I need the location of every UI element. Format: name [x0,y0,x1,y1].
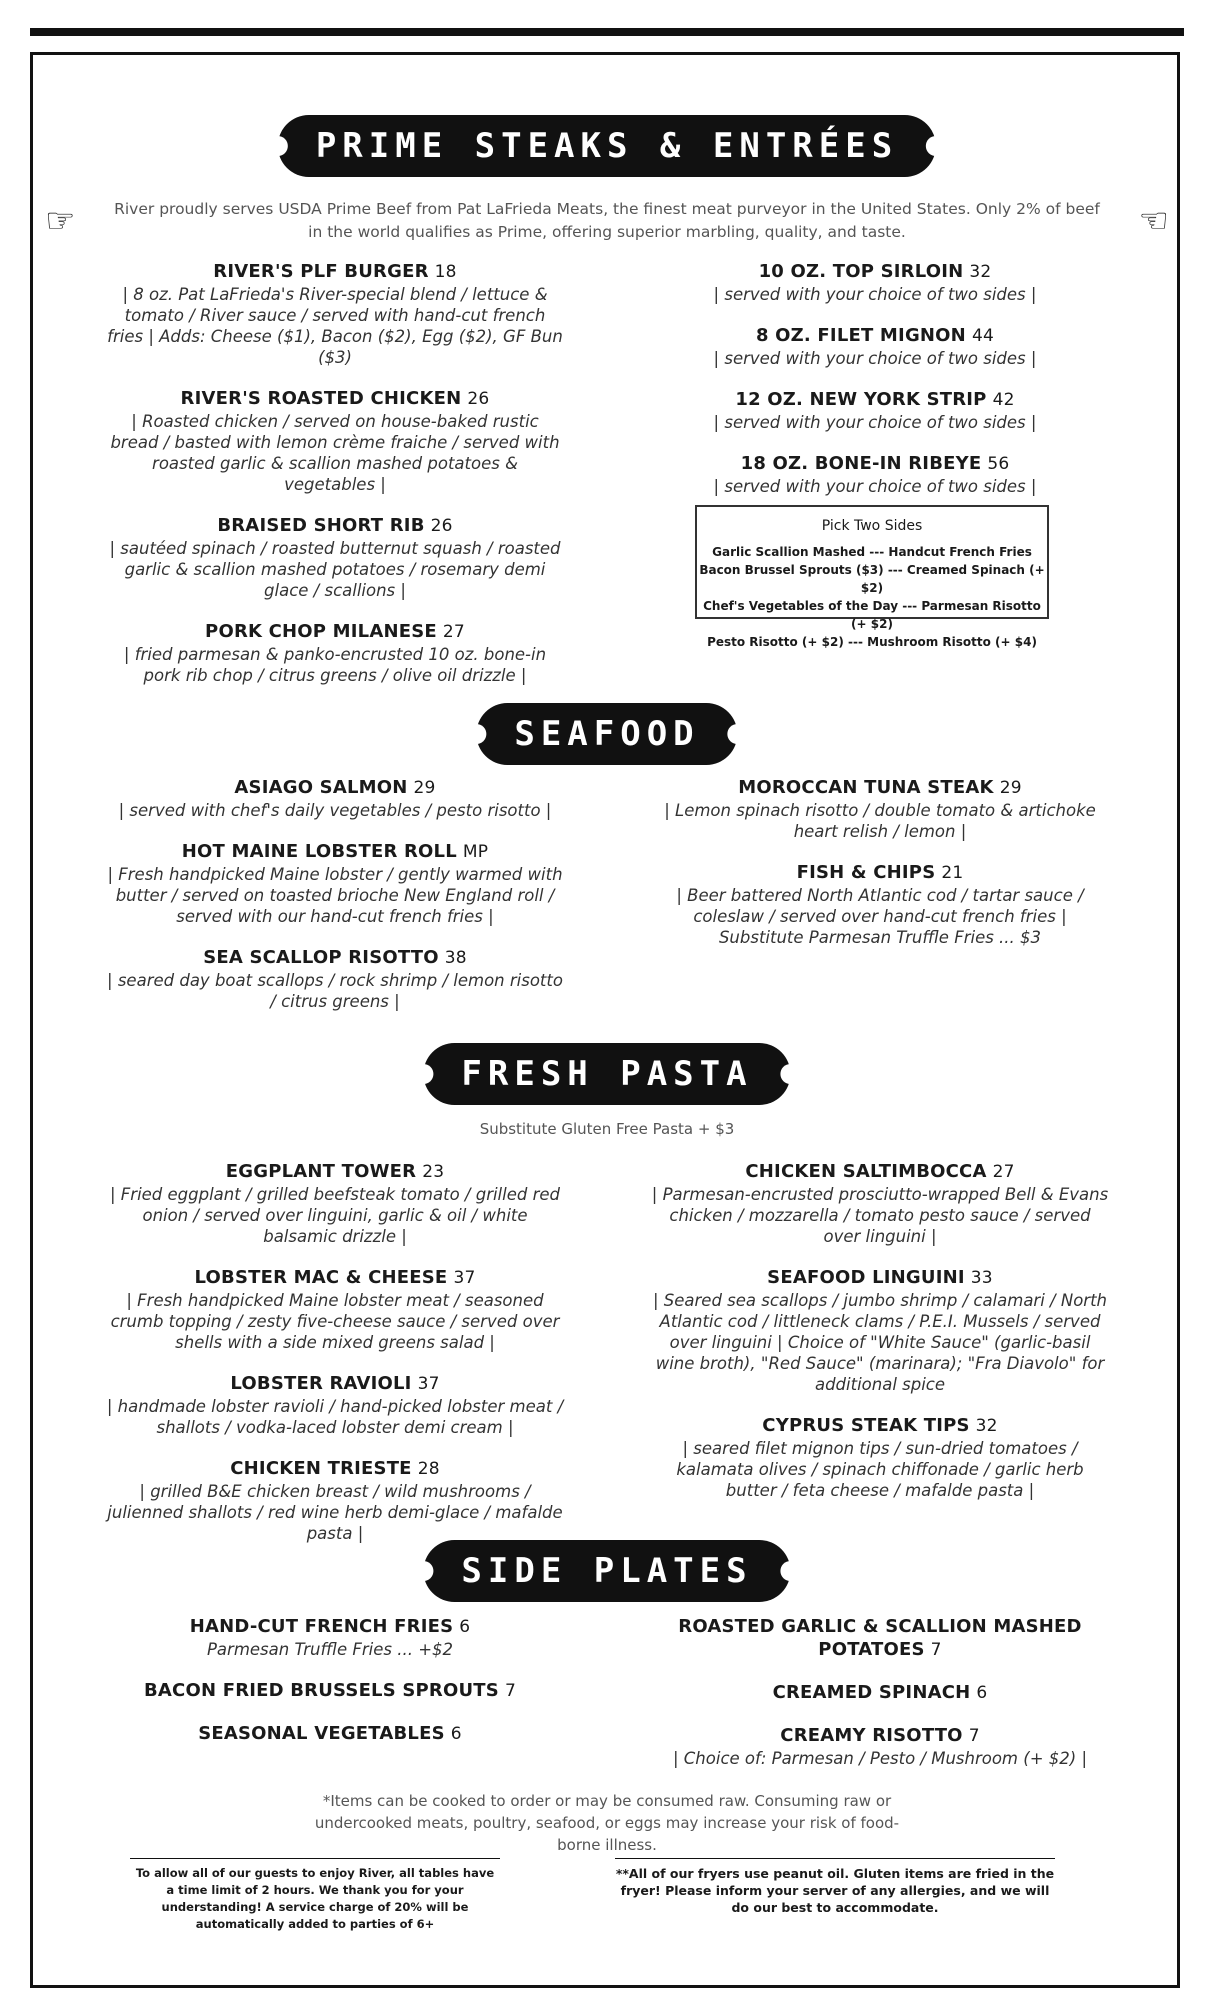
item-name: LOBSTER RAVIOLI [230,1373,412,1394]
item-price: 7 [930,1640,942,1660]
item-description: | served with chef's daily vegetables / pesto risotto | [118,801,552,820]
item-price: 29 [999,778,1022,798]
item-name: HAND-CUT FRENCH FRIES [189,1616,454,1637]
menu-item [120,1679,540,1703]
item-name-row [650,1724,1110,1748]
menu-item [650,388,1100,433]
item-description: | Seared sea scallops / jumbo shrimp / calamari / North Atlantic cod / littleneck clams / P.E.I. Mussels / served over linguini | Choice of "White Sauce" (garlic-basil wine broth), "Red Sauce" (marinara); "Fra Diavolo" for additional spice [652,1291,1108,1394]
item-name: CREAMED SPINACH [772,1682,971,1703]
item-description: | Parmesan-encrusted prosciutto-wrapped Bell & Evans chicken / mozzarella / tomato pesto sauce / served over linguini | [651,1185,1109,1246]
item-name: CREAMY RISOTTO [780,1725,963,1746]
item-name-row [650,260,1100,284]
item-name: CHICKEN SALTIMBOCCA [745,1161,987,1182]
item-name: BRAISED SHORT RIB [217,515,425,536]
item-price: 32 [969,262,992,282]
item-price: 7 [968,1726,980,1746]
menu-item [105,260,565,368]
item-name-row [105,514,565,538]
item-name-row [105,387,565,411]
item-name: SEA SCALLOP RISOTTO [203,947,439,968]
sides-left-column [120,1615,540,1765]
pick-sides-line: Garlic Scallion Mashed --- Handcut French Fries [712,545,1032,559]
menu-item [105,1160,565,1247]
item-name: EGGPLANT TOWER [225,1161,417,1182]
menu-item [650,452,1100,497]
item-description: | served with your choice of two sides | [713,477,1037,496]
item-name-row [105,260,565,284]
prime-beef-intro: River proudly serves USDA Prime Beef from Pat LaFrieda Meats, the finest meat purveyor in the United States. Only 2% of beef in the world qualifies as Prime, offering superior marbling, quality, and taste. [114,200,1100,241]
item-description: | Fresh handpicked Maine lobster / gently warmed with butter / served on toasted brioche New England roll / served with our hand-cut french fries | [107,865,563,926]
item-name: SEAFOOD LINGUINI [767,1267,965,1288]
item-name-row [105,840,565,864]
section-banner-pasta: FRESH PASTA [423,1043,790,1105]
pick-sides-line: Pesto Risotto (+ $2) --- Mushroom Risotto (+ $4) [707,635,1037,649]
item-name: BACON FRIED BRUSSELS SPROUTS [144,1680,499,1701]
item-description: | Fried eggplant / grilled beefsteak tomato / grilled red onion / served over linguini, garlic & oil / white balsamic drizzle | [109,1185,561,1246]
sides-right-column [650,1615,1110,1788]
item-name-row [650,861,1110,885]
item-price: 27 [992,1162,1015,1182]
time-limit-note [130,1858,500,1933]
item-name: RIVER'S ROASTED CHICKEN [180,388,462,409]
item-price: 44 [971,326,994,346]
item-name-row [105,1266,565,1290]
item-name: CYPRUS STEAK TIPS [762,1415,970,1436]
item-name-row [120,1679,540,1703]
seafood-right-column [650,776,1110,967]
item-price: 27 [442,622,465,642]
section-banner-steaks: PRIME STEAKS & ENTRÉES [278,115,936,177]
menu-item [650,1160,1110,1247]
menu-item [650,1681,1110,1705]
item-description: | fried parmesan & panko-encrusted 10 oz. bone-in pork rib chop / citrus greens / olive oil drizzle | [123,645,547,685]
item-name-row [650,1266,1110,1290]
footer-rule [130,1858,500,1859]
item-name: LOBSTER MAC & CHEESE [194,1267,448,1288]
allergy-text: **All of our fryers use peanut oil. Gluten items are fried in the fryer! Please inform your server of any allergies, and we will do our best to accommodate. [615,1866,1055,1915]
item-price: 37 [417,1374,440,1394]
item-name-row [120,1615,540,1639]
item-name-row [105,620,565,644]
item-name: 10 OZ. TOP SIRLOIN [758,261,964,282]
item-name-row [105,946,565,970]
menu-item [650,324,1100,369]
menu-item [105,776,565,821]
menu-item [105,1372,565,1438]
menu-item [650,260,1100,305]
item-name: ROASTED GARLIC & SCALLION MASHED POTATOES [678,1616,1082,1660]
pasta-right-column [650,1160,1110,1520]
item-price: 29 [413,778,436,798]
menu-item [120,1722,540,1746]
item-name: RIVER'S PLF BURGER [213,261,429,282]
menu-item [105,1457,565,1544]
item-description: | 8 oz. Pat LaFrieda's River-special blend / lettuce & tomato / River sauce / served with hand-cut french fries | Adds: Cheese ($1), Bacon ($2), Egg ($2), GF Bun ($3) [107,285,563,367]
item-price: 56 [987,454,1010,474]
pointing-hand-left-icon: ☜ [1138,201,1169,241]
item-description: | Roasted chicken / served on house-baked rustic bread / basted with lemon crème fraiche / served with roasted garlic & scallion mashed potatoes & vegetables | [110,412,560,494]
item-price: 28 [417,1459,440,1479]
item-description: | handmade lobster ravioli / hand-picked lobster meat / shallots / vodka-laced lobster demi cream | [106,1397,564,1437]
item-description: | served with your choice of two sides | [713,349,1037,368]
item-price: 26 [430,516,453,536]
item-name: SEASONAL VEGETABLES [198,1723,445,1744]
allergy-note [615,1858,1055,1916]
item-name: CHICKEN TRIESTE [230,1458,412,1479]
menu-item [650,1414,1110,1501]
item-name-row [650,452,1100,476]
seafood-left-column [105,776,565,1031]
item-price: 21 [941,863,964,883]
menu-item [650,1266,1110,1395]
section-banner-sides: SIDE PLATES [423,1540,790,1602]
item-name-row [105,1372,565,1396]
top-rule [30,28,1184,36]
item-description: Parmesan Truffle Fries ... +$2 [206,1640,454,1659]
item-price: MP [462,842,489,862]
item-price: 42 [992,390,1015,410]
item-description: | sautéed spinach / roasted butternut squash / roasted garlic & scallion mashed potatoes / rosemary demi glace / scallions | [109,539,561,600]
item-description: | Fresh handpicked Maine lobster meat / seasoned crumb topping / zesty five-cheese sauce / served over shells with a side mixed greens salad | [110,1291,560,1352]
item-name: 18 OZ. BONE-IN RIBEYE [740,453,982,474]
pick-two-sides-box [695,505,1049,649]
item-description: | grilled B&E chicken breast / wild mushrooms / julienned shallots / red wine herb demi-glace / mafalde pasta | [107,1482,563,1543]
menu-item [105,840,565,927]
item-price: 23 [422,1162,445,1182]
item-description: | seared filet mignon tips / sun-dried tomatoes / kalamata olives / spinach chiffonade / garlic herb butter / feta cheese / mafalde pasta | [676,1439,1084,1500]
item-price: 38 [444,948,467,968]
pick-sides-line: Bacon Brussel Sprouts ($3) --- Creamed Spinach (+ $2) [699,563,1045,595]
item-name-row [105,776,565,800]
item-name-row [650,776,1110,800]
item-description: | seared day boat scallops / rock shrimp / lemon risotto / citrus greens | [107,971,563,1011]
item-name-row [650,1615,1110,1662]
menu-item [105,620,565,686]
footer-rule [615,1858,1055,1859]
item-price: 33 [970,1268,993,1288]
time-limit-text: To allow all of our guests to enjoy River, all tables have a time limit of 2 hours. We thank you for your understanding! A service charge of 20% will be automatically added to parties of 6+ [135,1866,495,1931]
item-description: | Lemon spinach risotto / double tomato & artichoke heart relish / lemon | [664,801,1096,841]
menu-item [105,946,565,1012]
menu-item [650,1615,1110,1662]
item-price: 32 [975,1416,998,1436]
menu-item [105,387,565,495]
section-banner-seafood: SEAFOOD [476,703,737,765]
item-price: 37 [453,1268,476,1288]
steaks-right-column [650,260,1100,516]
raw-food-disclaimer: *Items can be cooked to order or may be consumed raw. Consuming raw or undercooked meats, poultry, seafood, or eggs may increase your risk of food-borne illness. [314,1792,900,1854]
gluten-free-note: Substitute Gluten Free Pasta + $3 [479,1120,735,1138]
item-name-row [105,1160,565,1184]
item-name-row [120,1722,540,1746]
menu-item [650,776,1110,842]
item-description: | Choice of: Parmesan / Pesto / Mushroom (+ $2) | [672,1749,1087,1768]
item-name-row [650,324,1100,348]
pick-sides-title: Pick Two Sides [821,518,923,534]
menu-item [650,861,1110,948]
steaks-left-column [105,260,565,705]
item-price: 6 [459,1617,471,1637]
menu-item [120,1615,540,1660]
item-price: 6 [976,1683,988,1703]
item-name-row [650,1414,1110,1438]
item-name-row [650,1160,1110,1184]
item-name: HOT MAINE LOBSTER ROLL [181,841,457,862]
item-name: MOROCCAN TUNA STEAK [738,777,994,798]
menu-item [650,1724,1110,1769]
item-price: 26 [467,389,490,409]
item-name: ASIAGO SALMON [234,777,408,798]
item-name: 12 OZ. NEW YORK STRIP [735,389,987,410]
item-price: 7 [504,1681,516,1701]
item-description: | Beer battered North Atlantic cod / tartar sauce / coleslaw / served over hand-cut french fries | Substitute Parmesan Truffle Fries ... $3 [676,886,1084,947]
item-name: FISH & CHIPS [796,862,936,883]
item-name-row [650,1681,1110,1705]
item-name-row [105,1457,565,1481]
pick-sides-line: Chef's Vegetables of the Day --- Parmesan Risotto (+ $2) [703,599,1041,631]
item-name-row [650,388,1100,412]
pasta-left-column [105,1160,565,1563]
item-name: 8 OZ. FILET MIGNON [755,325,966,346]
menu-item [105,514,565,601]
item-description: | served with your choice of two sides | [713,285,1037,304]
pointing-hand-right-icon: ☞ [45,201,76,241]
item-price: 18 [434,262,457,282]
item-description: | served with your choice of two sides | [713,413,1037,432]
menu-item [105,1266,565,1353]
item-price: 6 [450,1724,462,1744]
item-name: PORK CHOP MILANESE [205,621,437,642]
